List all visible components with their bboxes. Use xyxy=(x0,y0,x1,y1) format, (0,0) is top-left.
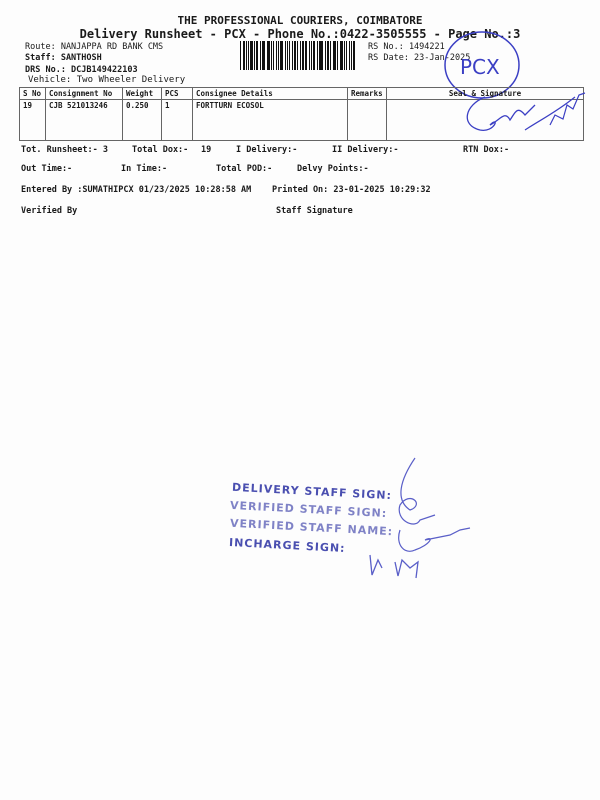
company-title: THE PROFESSIONAL COURIERS, COIMBATORE xyxy=(177,14,423,27)
verified-by: Verified By xyxy=(21,206,78,216)
barcode-bar xyxy=(276,41,278,70)
barcode-bar xyxy=(305,41,307,70)
barcode-bar xyxy=(248,41,249,70)
barcode-bar xyxy=(302,41,305,70)
barcode-bar xyxy=(297,41,298,70)
barcode-bar xyxy=(340,41,343,70)
barcode-bar xyxy=(346,41,347,70)
tot-runsheet: Tot. Runsheet:- 3 xyxy=(21,145,108,155)
cell-remarks xyxy=(348,100,387,141)
stamp-delivery-staff-sign: DELIVERY STAFF SIGN: xyxy=(231,480,393,503)
staff: Staff: SANTHOSH xyxy=(25,53,102,63)
barcode-bar xyxy=(351,41,352,70)
stamp-signatures xyxy=(340,450,490,585)
col-seal: Seal & Signature xyxy=(387,88,584,100)
barcode xyxy=(240,41,357,70)
barcode-bar xyxy=(254,41,255,70)
col-pcs: PCS xyxy=(162,88,193,100)
col-consignee: Consignee Details xyxy=(193,88,348,100)
barcode-bar xyxy=(250,41,253,70)
cell-sno: 19 xyxy=(20,100,46,141)
barcode-bar xyxy=(353,41,355,70)
barcode-bar xyxy=(289,41,291,70)
delvy-points: Delvy Points:- xyxy=(297,164,369,174)
barcode-bar xyxy=(330,41,331,70)
rs-date: RS Date: 23-Jan-2025 xyxy=(368,53,471,63)
barcode-bar xyxy=(349,41,351,70)
barcode-bar xyxy=(292,41,293,70)
cell-pcs: 1 xyxy=(162,100,193,141)
barcode-bar xyxy=(285,41,286,70)
barcode-bar xyxy=(278,41,279,70)
route: Route: NANJAPPA RD BANK CMS xyxy=(25,42,164,52)
barcode-bar xyxy=(294,41,296,70)
barcode-bar xyxy=(327,41,329,70)
barcode-bar xyxy=(263,41,265,70)
barcode-bar xyxy=(287,41,288,70)
cell-consignee: FORTTURN ECOSOL xyxy=(193,100,348,141)
col-remarks: Remarks xyxy=(348,88,387,100)
barcode-bar xyxy=(271,41,272,70)
barcode-bar xyxy=(337,41,338,70)
barcode-bar xyxy=(325,41,326,70)
in-time: In Time:- xyxy=(121,164,168,174)
barcode-bar xyxy=(320,41,323,70)
barcode-bar xyxy=(333,41,334,70)
col-weight: Weight xyxy=(123,88,162,100)
barcode-bar xyxy=(319,41,320,70)
seal-text: PCX xyxy=(460,55,500,79)
barcode-bar xyxy=(273,41,274,70)
col-sno: S No xyxy=(20,88,46,100)
barcode-bar xyxy=(267,41,270,70)
barcode-bar xyxy=(313,41,315,70)
stamp-incharge-sign: INCHARGE SIGN: xyxy=(228,535,346,556)
total-dox-value: 19 xyxy=(201,145,212,155)
entered-by: Entered By :SUMATHIPCX 01/23/2025 10:28:58 AM xyxy=(21,185,252,195)
barcode-bar xyxy=(300,41,301,70)
staff-signature-label: Staff Signature xyxy=(276,206,353,216)
barcode-bar xyxy=(256,41,258,70)
printed-on: Printed On: 23-01-2025 10:29:32 xyxy=(272,185,431,195)
vehicle: Vehicle: Two Wheeler Delivery xyxy=(28,75,186,85)
barcode-bar xyxy=(334,41,336,70)
handwritten-signature xyxy=(455,75,595,150)
barcode-bar xyxy=(317,41,318,70)
barcode-bar xyxy=(309,41,310,70)
total-dox-label: Total Dox:- xyxy=(132,145,189,155)
barcode-bar xyxy=(246,41,247,70)
rtn-dox: RTN Dox:- xyxy=(463,145,510,155)
col-consignment: Consignment No xyxy=(46,88,123,100)
stamp-verified-staff-sign: VERIFIED STAFF SIGN: xyxy=(229,498,388,521)
cell-consignment: CJB 521013246 xyxy=(46,100,123,141)
barcode-bar xyxy=(311,41,312,70)
out-time: Out Time:- xyxy=(21,164,73,174)
rs-no: RS No.: 1494221 xyxy=(368,42,445,52)
cell-weight: 0.250 xyxy=(123,100,162,141)
barcode-bar xyxy=(243,41,245,70)
total-pod: Total POD:- xyxy=(216,164,273,174)
barcode-bar xyxy=(262,41,263,70)
stamp-verified-staff-name: VERIFIED STAFF NAME: xyxy=(229,516,394,539)
barcode-bar xyxy=(280,41,283,70)
barcode-bar xyxy=(260,41,261,70)
barcode-bar xyxy=(240,41,241,70)
i-delivery: I Delivery:- xyxy=(236,145,298,155)
drs-no: DRS No.: DCJB149422103 xyxy=(25,65,138,75)
barcode-bar xyxy=(344,41,345,70)
ii-delivery: II Delivery:- xyxy=(332,145,399,155)
runsheet-subtitle: Delivery Runsheet - PCX - Phone No.:0422-3505555 - Page No.:3 xyxy=(79,27,521,41)
